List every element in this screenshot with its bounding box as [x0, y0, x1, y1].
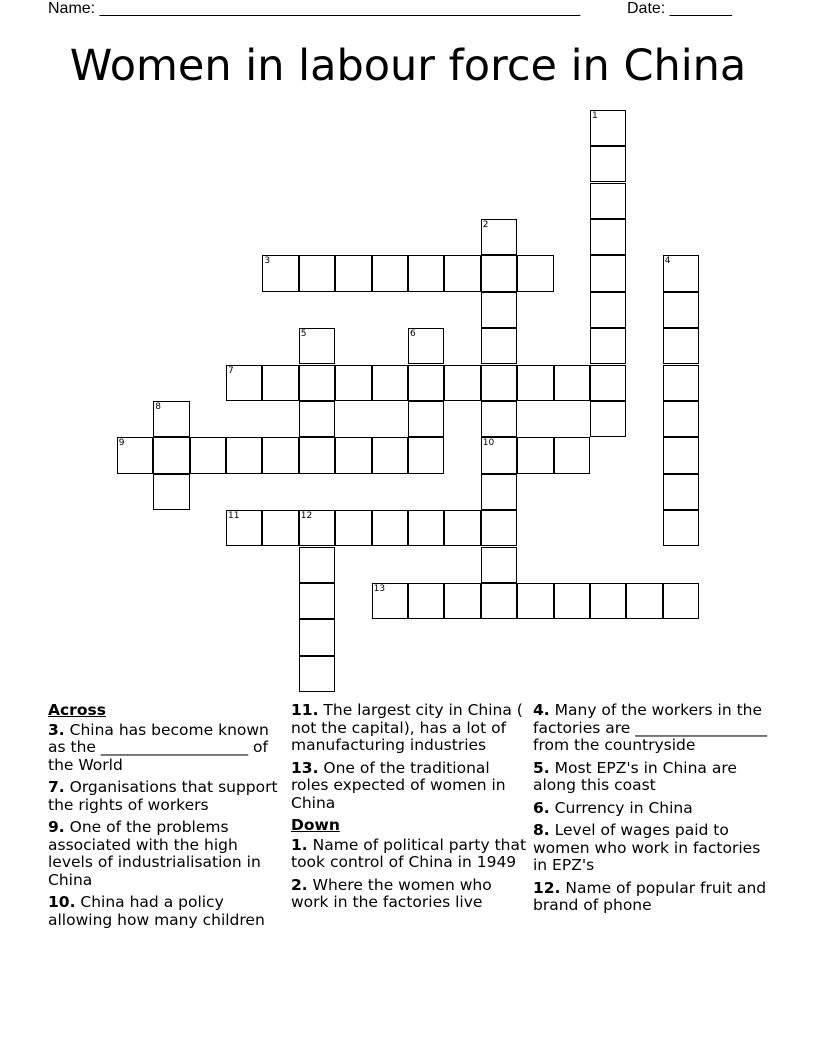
clue-down-2 — [291, 877, 529, 912]
clue-text: Level of wages paid to women who work in factories in EPZ's — [533, 821, 761, 874]
grid-cell[interactable] — [372, 365, 408, 401]
cell-number: 13 — [373, 583, 386, 594]
clue-number: 13. — [291, 758, 319, 777]
grid-cell[interactable] — [262, 255, 298, 291]
grid-cell[interactable] — [226, 437, 262, 473]
grid-cell[interactable] — [335, 437, 371, 473]
grid-cell[interactable] — [590, 183, 626, 219]
grid-cell[interactable] — [663, 474, 699, 510]
grid-cell[interactable] — [481, 255, 517, 291]
clue-across-3 — [48, 722, 286, 775]
grid-cell[interactable] — [372, 255, 408, 291]
cell-number: 5 — [300, 329, 307, 340]
grid-cell[interactable] — [444, 365, 480, 401]
cell-number: 7 — [228, 365, 234, 376]
clue-number: 9. — [48, 818, 65, 836]
grid-cell[interactable] — [663, 583, 699, 619]
clue-text: Where the women who work in the factories live — [291, 875, 492, 911]
cell-number: 12 — [300, 511, 313, 522]
grid-cell[interactable] — [117, 437, 153, 473]
clue-down-6 — [533, 800, 771, 818]
grid-cell[interactable] — [299, 437, 335, 473]
clue-text: Currency in China — [554, 798, 693, 817]
cell-number: 9 — [118, 438, 125, 449]
grid-cell[interactable] — [408, 437, 444, 473]
grid-cell[interactable] — [444, 255, 480, 291]
grid-cell[interactable] — [299, 510, 335, 546]
clue-number: 8. — [533, 821, 550, 839]
grid-cell[interactable] — [299, 365, 335, 401]
clue-across-7 — [48, 779, 286, 814]
grid-cell[interactable] — [262, 510, 298, 546]
grid-cell[interactable] — [663, 401, 699, 437]
grid-cell[interactable] — [299, 656, 335, 692]
grid-cell[interactable] — [408, 255, 444, 291]
clue-column-3 — [533, 702, 771, 920]
clue-column-1 — [48, 702, 286, 934]
grid-cell[interactable] — [481, 219, 517, 255]
clue-number: 12. — [533, 878, 561, 897]
clue-down-12 — [533, 880, 771, 915]
grid-cell[interactable] — [262, 437, 298, 473]
grid-cell[interactable] — [481, 401, 517, 437]
grid-cell[interactable] — [372, 510, 408, 546]
cell-number: 1 — [592, 110, 598, 121]
grid-cell[interactable] — [408, 583, 444, 619]
grid-cell[interactable] — [372, 437, 408, 473]
clue-text: Many of the workers in the factories are _________________ from the countryside — [533, 701, 767, 754]
cell-number: 11 — [228, 511, 240, 522]
grid-cell[interactable] — [481, 365, 517, 401]
clue-number: 3. — [48, 720, 65, 739]
clue-text: One of the traditional roles expected of women in China — [291, 758, 506, 812]
cell-number: 4 — [664, 256, 671, 267]
grid-cell[interactable] — [190, 437, 226, 473]
grid-cell[interactable] — [554, 365, 590, 401]
grid-cell[interactable] — [153, 474, 189, 510]
grid-cell[interactable] — [372, 583, 408, 619]
grid-cell[interactable] — [663, 328, 699, 364]
grid-cell[interactable] — [299, 401, 335, 437]
clue-across-13 — [291, 760, 529, 813]
grid-cell[interactable] — [517, 437, 553, 473]
grid-cell[interactable] — [299, 328, 335, 364]
grid-cell[interactable] — [590, 365, 626, 401]
clue-down-4 — [533, 702, 771, 755]
grid-cell[interactable] — [517, 365, 553, 401]
cell-number: 2 — [482, 219, 489, 230]
clue-text: China has become known as the ___________________ of the World — [48, 720, 269, 774]
date-field-label: Date: _______ — [627, 0, 732, 17]
grid-cell[interactable] — [408, 401, 444, 437]
grid-cell[interactable] — [590, 583, 626, 619]
grid-cell[interactable] — [299, 255, 335, 291]
clue-across-9 — [48, 819, 286, 889]
grid-cell[interactable] — [590, 255, 626, 291]
grid-cell[interactable] — [335, 255, 371, 291]
clue-text: China had a policy allowing how many children — [48, 893, 265, 929]
grid-cell[interactable] — [517, 255, 553, 291]
clue-column-2 — [291, 702, 529, 917]
grid-cell[interactable] — [663, 255, 699, 291]
grid-cell[interactable] — [262, 365, 298, 401]
clue-down-8 — [533, 822, 771, 875]
clue-text: Organisations that support the rights of workers — [48, 778, 278, 814]
grid-cell[interactable] — [663, 365, 699, 401]
cell-number: 6 — [410, 329, 416, 340]
clue-text: The largest city in China ( not the capital), has a lot of manufacturing industries — [291, 701, 523, 754]
cell-number: 10 — [482, 438, 495, 449]
cell-number: 3 — [264, 256, 271, 267]
clue-number: 2. — [291, 875, 308, 894]
clue-text: Most EPZ's in China are along this coast — [533, 758, 737, 794]
clue-across-10 — [48, 894, 286, 929]
grid-cell[interactable] — [153, 437, 189, 473]
clue-number: 1. — [291, 835, 308, 854]
grid-cell[interactable] — [481, 474, 517, 510]
clue-text: One of the problems associated with the high levels of industrialisation in China — [48, 818, 261, 889]
grid-cell[interactable] — [626, 583, 662, 619]
grid-cell[interactable] — [299, 619, 335, 655]
down-heading: Down — [291, 816, 340, 834]
grid-cell[interactable] — [408, 365, 444, 401]
clue-text: Name of popular fruit and brand of phone — [533, 878, 767, 914]
clue-text: Name of political party that took control of China in 1949 — [291, 835, 527, 871]
grid-cell[interactable] — [226, 510, 262, 546]
grid-cell[interactable] — [517, 583, 553, 619]
grid-cell[interactable] — [153, 401, 189, 437]
clue-number: 7. — [48, 778, 65, 796]
grid-cell[interactable] — [590, 401, 626, 437]
across-heading: Across — [48, 701, 106, 719]
grid-cell[interactable] — [481, 328, 517, 364]
clue-number: 10. — [48, 893, 76, 911]
grid-cell[interactable] — [554, 437, 590, 473]
grid-cell[interactable] — [590, 219, 626, 255]
grid-cell[interactable] — [444, 583, 480, 619]
grid-cell[interactable] — [663, 510, 699, 546]
grid-cell[interactable] — [408, 328, 444, 364]
grid-cell[interactable] — [299, 547, 335, 583]
grid-cell[interactable] — [554, 583, 590, 619]
grid-cell[interactable] — [590, 146, 626, 182]
grid-cell[interactable] — [481, 510, 517, 546]
page-title: Women in labour force in China — [69, 41, 747, 91]
grid-cell[interactable] — [335, 365, 371, 401]
cell-number: 8 — [155, 401, 161, 412]
grid-cell[interactable] — [481, 547, 517, 583]
grid-cell[interactable] — [590, 292, 626, 328]
grid-cell[interactable] — [663, 437, 699, 473]
clue-number: 4. — [533, 701, 550, 719]
clue-down-1 — [291, 837, 529, 872]
grid-cell[interactable] — [481, 292, 517, 328]
grid-cell[interactable] — [299, 583, 335, 619]
grid-cell[interactable] — [335, 510, 371, 546]
clue-number: 5. — [533, 758, 550, 777]
grid-cell[interactable] — [408, 510, 444, 546]
grid-cell[interactable] — [226, 365, 262, 401]
grid-cell[interactable] — [481, 437, 517, 473]
grid-cell[interactable] — [590, 328, 626, 364]
grid-cell[interactable] — [663, 292, 699, 328]
grid-cell[interactable] — [481, 583, 517, 619]
clue-number: 11. — [291, 701, 319, 719]
grid-cell[interactable] — [444, 510, 480, 546]
name-field-label: Name: ______________________________________________________ — [48, 0, 581, 17]
grid-cell[interactable] — [590, 110, 626, 146]
clue-number: 6. — [533, 798, 550, 817]
clue-across-11 — [291, 702, 529, 755]
clue-down-5 — [533, 760, 771, 795]
